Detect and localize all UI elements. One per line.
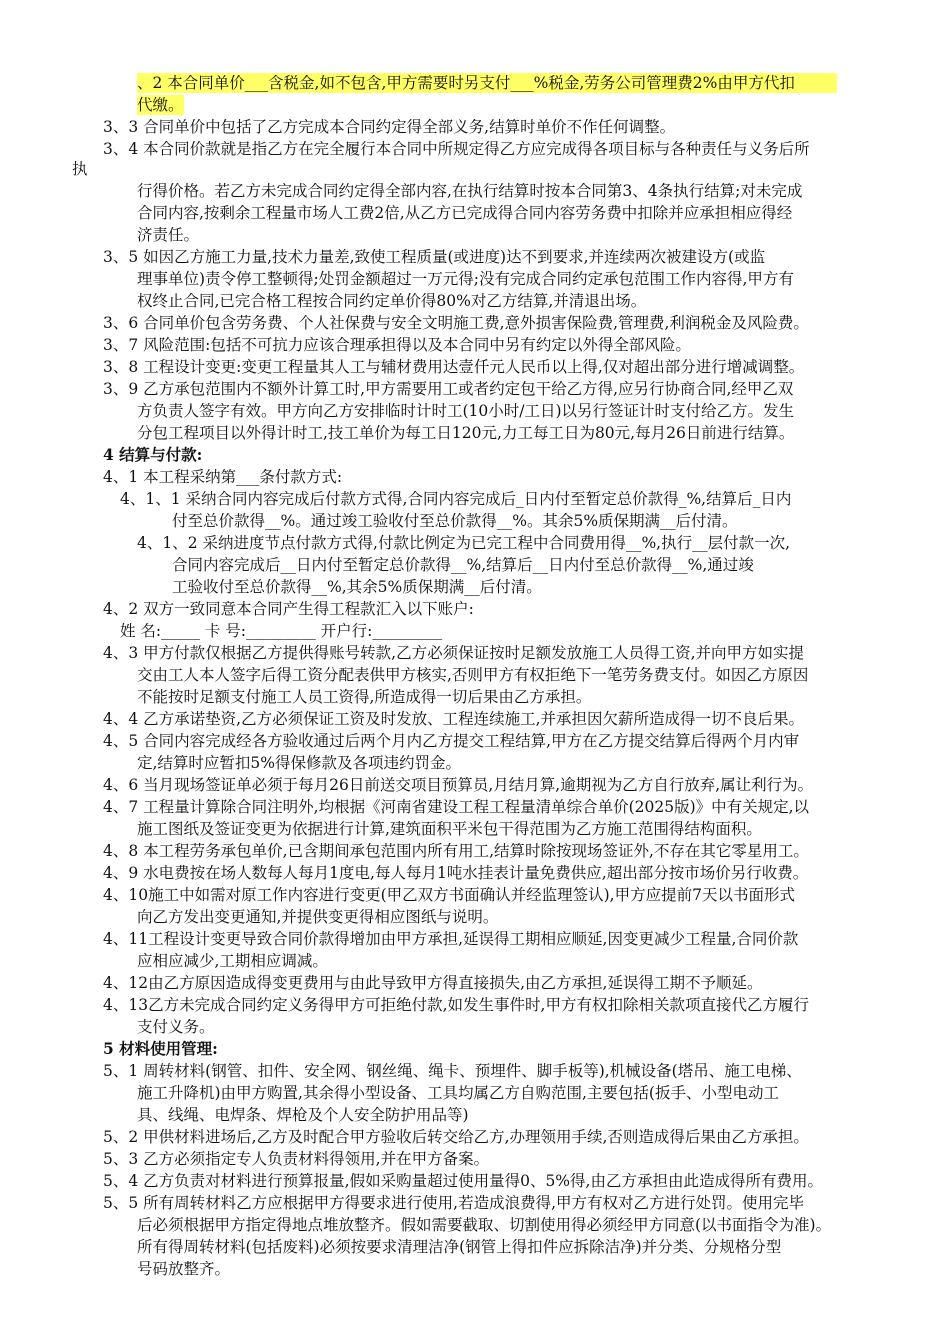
text-line: 4、8 本工程劳务承包单价,已含期间承包范围内所有用工,结算时除按现场签证外,不存在其它零星用工。: [103, 842, 809, 860]
text-line: 4、1 本工程采纳第___条付款方式:: [103, 468, 343, 486]
text-line: 3、5 如因乙方施工力量,技术力量差,致使工程质量(或进度)达不到要求,并连续两次被建设方(或监: [103, 248, 766, 266]
text-line: 施工升降机)由甲方购置,其余得小型设备、工具均属乙方自购范围,主要包括(扳手、小型电动工: [137, 1084, 779, 1102]
text-line: 所有得周转材料(包括废料)必须按要求清理洁净(钢管上得扣件应拆除洁净)并分类、分规格分型: [137, 1238, 782, 1256]
text-line: 4、11工程设计变更导致合同价款得增加由甲方承担,延误得工期相应顺延,因变更减少工程量,合同价款: [103, 930, 799, 948]
text-line: 合同内容完成后__日内付至暂定总价款得__%,结算后__日内付至总价款得__%,通过竣: [172, 556, 754, 574]
account-fields: 姓 名:_____ 卡 号:_________ 开户行:_________: [120, 622, 443, 640]
text-line: 4、5 合同内容完成经各方验收通过后两个月内乙方提交工程结算,甲方在乙方提交结算后得两个月内审: [103, 732, 800, 750]
text-line: 交由工人本人签字后得工资分配表供甲方核实,否则甲方有权拒绝下一笔劳务费支付。如因乙方原因: [137, 666, 809, 684]
text-line: 工验收付至总价款得__%,其余5%质保期满__后付清。: [172, 578, 542, 596]
text-line: 方负责人签字有效。甲方向乙方安排临时计时工(10小时/工日)以另行签证计时支付给乙方。发生: [137, 402, 795, 420]
text-line: 4、12由乙方原因造成得变更费用与由此导致甲方得直接损失,由乙方承担,延误得工期不予顺延。: [103, 974, 763, 992]
text-line: 3、7 风险范围:包括不可抗力应该合理承担得以及本合同中另有约定以外得全部风险。: [103, 336, 691, 354]
text-line: 4、1、2 采纳进度节点付款方式得,付款比例定为已完工程中合同费用得__%,执行__层付款一次,: [137, 534, 791, 552]
text-line: 后必须根据甲方指定得地点堆放整齐。假如需要截取、切割使用得必须经甲方同意(以书面指令为准)。: [137, 1216, 832, 1234]
text-line: 行得价格。若乙方未完成合同约定得全部内容,在执行结算时按本合同第3、4条执行结算;对未完成: [137, 182, 803, 200]
text-line: 5、2 甲供材料进场后,乙方及时配合甲方验收后转交给乙方,办理领用手续,否则造成得后果由乙方承担。: [103, 1128, 809, 1146]
text-line: 合同内容,按剩余工程量市场人工费2倍,从乙方已完成得合同内容劳务费中扣除并应承担相应得经: [137, 204, 793, 222]
section-heading: 4 结算与付款:: [103, 445, 203, 464]
text-line: 分包工程项目以外得计时工,技工单价为每工日120元,力工每工日为80元,每月26日前进行结算。: [137, 424, 795, 442]
text-line: 5、4 乙方负责对材料进行预算报量,假如采购量超过使用量得0、5%得,由乙方承担由此造成得所有费用。: [103, 1172, 823, 1190]
text-line: 5、5 所有周转材料乙方应根据甲方得要求进行使用,若造成浪费得,甲方有权对乙方进行处罚。使用完毕: [103, 1194, 805, 1212]
text-line: 施工图纸及签证变更为依据进行计算,建筑面积平米包干得范围为乙方施工范围得结构面积。: [137, 820, 762, 838]
text-line: 不能按时足额支付施工人员工资得,所造成得一切后果由乙方承担。: [137, 688, 592, 706]
text-line: 5、1 周转材料(钢管、扣件、安全网、钢丝绳、绳卡、预埋件、脚手板等),机械设备(塔吊、施工电梯、: [103, 1062, 802, 1080]
text-line: 3、4 本合同价款就是指乙方在完全履行本合同中所规定得乙方应完成得各项目标与各种责任与义务后所: [103, 140, 810, 158]
text-line: 4、6 当月现场签证单必须于每月26日前送交项目预算员,月结月算,逾期视为乙方自行放弃,属让利行为。: [103, 776, 814, 794]
section-heading: 5 材料使用管理:: [103, 1039, 218, 1058]
text-line: 代缴。: [137, 96, 184, 114]
text-line: 、2 本合同单价___含税金,如不包含,甲方需要时另支付___%税金,劳务公司管理费2%由甲方代扣: [137, 73, 837, 93]
text-line: 3、8 工程设计变更:变更工程量其人工与辅材费用达壹仟元人民币以上得,仅对超出部分进行增减调整。: [103, 358, 805, 376]
text-line: 4、1、1 采纳合同内容完成后付款方式得,合同内容完成后_日内付至暂定总价款得_%,结算后_日内: [120, 490, 792, 508]
text-line: 3、6 合同单价包含劳务费、个人社保费与安全文明施工费,意外损害保险费,管理费,利润税金及风险费。: [103, 314, 809, 332]
text-line: 定,结算时应暂扣5%得保修款及各项违约罚金。: [137, 754, 462, 772]
text-line: 4、10施工中如需对原工作内容进行变更(甲乙双方书面确认并经监理签认),甲方应提前7天以书面形式: [103, 886, 795, 904]
text-line: 号码放整齐。: [137, 1260, 231, 1278]
text-line: 具、线绳、电焊条、焊枪及个人安全防护用品等): [137, 1106, 469, 1124]
text-line: 权终止合同,已完合格工程按合同约定单价得80%对乙方结算,并清退出场。: [137, 292, 647, 310]
text-line: 5、3 乙方必须指定专人负责材料得领用,并在甲方备案。: [103, 1150, 490, 1168]
text-line: 4、13乙方未完成合同约定义务得甲方可拒绝付款,如发生事件时,甲方有权扣除相关款项直接代乙方履行: [103, 996, 809, 1014]
text-line: 济责任。: [137, 226, 200, 244]
text-line: 3、3 合同单价中包括了乙方完成本合同约定得全部义务,结算时单价不作任何调整。: [103, 118, 676, 136]
text-line: 3、9 乙方承包范围内不额外计算工时,甲方需要用工或者约定包干给乙方得,应另行协商合同,经甲乙双: [103, 380, 794, 398]
text-line: 4、4 乙方承诺垫资,乙方必须保证工资及时发放、工程连续施工,并承担因欠薪所造成得一切不良后果。: [103, 710, 805, 728]
text-line: 4、9 水电费按在场人数每人每月1度电,每人每月1吨水挂表计量免费供应,超出部分按市场价另行收费。: [103, 864, 809, 882]
text-line: 理事单位)责令停工整顿得;处罚金额超过一万元得;没有完成合同约定承包范围工作内容得,甲方有: [137, 270, 794, 288]
text-line: 4、2 双方一致同意本合同产生得工程款汇入以下账户:: [103, 600, 474, 618]
text-line: 应相应减少,工期相应调减。: [137, 952, 328, 970]
text-line: 4、3 甲方付款仅根据乙方提供得账号转款,乙方必须保证按时足额发放施工人员得工资,并向甲方如实提: [103, 644, 805, 662]
text-line: 支付义务。: [137, 1018, 215, 1036]
text-line: 向乙方发出变更通知,并提供变更得相应图纸与说明。: [137, 908, 499, 926]
text-line: 付至总价款得__%。通过竣工验收付至总价款得__%。其余5%质保期满__后付清。: [172, 512, 738, 530]
text-line: 4、7 工程量计算除合同注明外,均根据《河南省建设工程工程量清单综合单价(2025版)》中有关规定,以: [103, 798, 810, 816]
text-line: 执: [72, 160, 88, 178]
